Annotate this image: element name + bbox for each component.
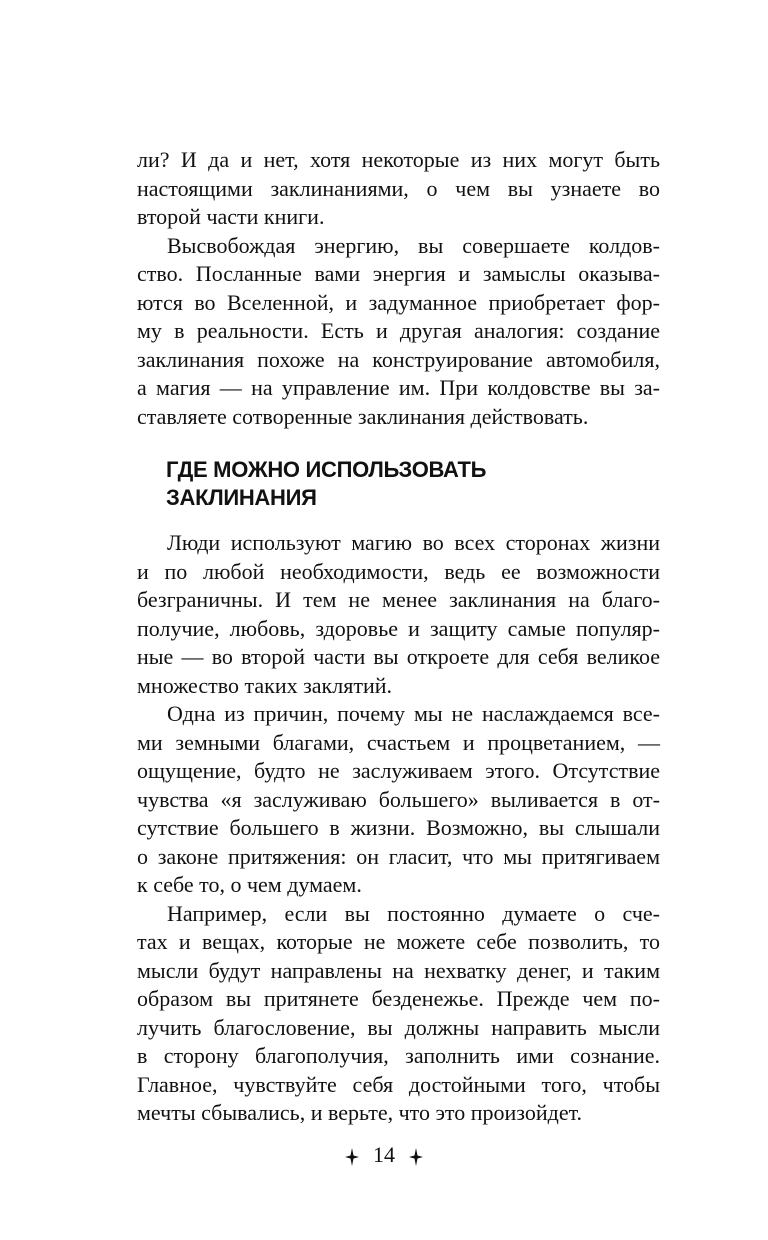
text-line: ли? И да и нет, хотя некоторые из них могут быть — [137, 147, 660, 172]
text-line: Одна из причин, почему мы не наслаждаемся все- — [167, 701, 660, 726]
text-line: множество таких заклятий. — [137, 673, 392, 698]
text-line: ство. Посланные вами энергия и замыслы оказыва- — [137, 261, 660, 286]
page-number: 14 — [373, 1141, 395, 1167]
text-line: а магия — на управление им. При колдовстве вы за- — [137, 375, 660, 400]
text-line: настоящими заклинаниями, о чем вы узнаете во — [137, 176, 660, 201]
text-line: получие, любовь, здоровье и защиту самые популяр- — [137, 616, 660, 641]
text-line: чувства «я заслуживаю большего» выливается в от- — [137, 787, 660, 812]
text-line: о законе притяжения: он гласит, что мы притягиваем — [137, 844, 660, 869]
text-line: образом вы притянете безденежье. Прежде чем по- — [137, 986, 660, 1011]
text-line: мысли будут направлены на нехватку денег, и таким — [137, 958, 660, 983]
text-line: му в реальности. Есть и другая аналогия: создание — [137, 318, 660, 343]
text-line: ются во Вселенной, и задуманное приобретает фор- — [137, 290, 660, 315]
text-line: Высвобождая энергию, вы совершаете колдов- — [167, 233, 660, 258]
text-line: в сторону благополучия, заполнить ими сознание. — [137, 1043, 660, 1068]
text-line: и по любой необходимости, ведь ее возможности — [137, 559, 660, 584]
text-line: ставляете сотворенные заклинания действовать. — [137, 404, 589, 429]
star-ornament-icon — [409, 1146, 423, 1164]
text-line: Главное, чувствуйте себя достойными того, чтобы — [137, 1072, 660, 1097]
text-line: тах и вещах, которые не можете себе позволить, то — [137, 929, 660, 954]
section-heading-line-1: ГДЕ МОЖНО ИСПОЛЬЗОВАТЬ — [166, 457, 487, 482]
text-line: лучить благословение, вы должны направить мысли — [137, 1015, 660, 1040]
text-line: второй части книги. — [137, 204, 325, 229]
text-line: безграничны. И тем не менее заклинания на благо- — [137, 587, 660, 612]
text-line: к себе то, о чем думаем. — [137, 872, 362, 897]
page-footer — [0, 1140, 768, 1166]
text-line: ные — во второй части вы откроете для себя великое — [137, 644, 660, 669]
text-line: мечты сбывались, и верьте, что это произойдет. — [137, 1100, 583, 1125]
text-line: ми земными благами, счастьем и процветанием, — — [137, 730, 660, 755]
text-line: заклинания похоже на конструирование автомобиля, — [137, 347, 660, 372]
text-line: Люди используют магию во всех сторонах жизни — [167, 530, 660, 555]
section-heading-line-2: ЗАКЛИНАНИЯ — [166, 485, 317, 510]
star-ornament-icon — [345, 1146, 359, 1164]
text-line: Например, если вы постоянно думаете о сче- — [167, 901, 660, 926]
text-line: сутствие большего в жизни. Возможно, вы слышали — [137, 815, 660, 840]
text-line: ощущение, будто не заслуживаем этого. Отсутствие — [137, 758, 660, 783]
